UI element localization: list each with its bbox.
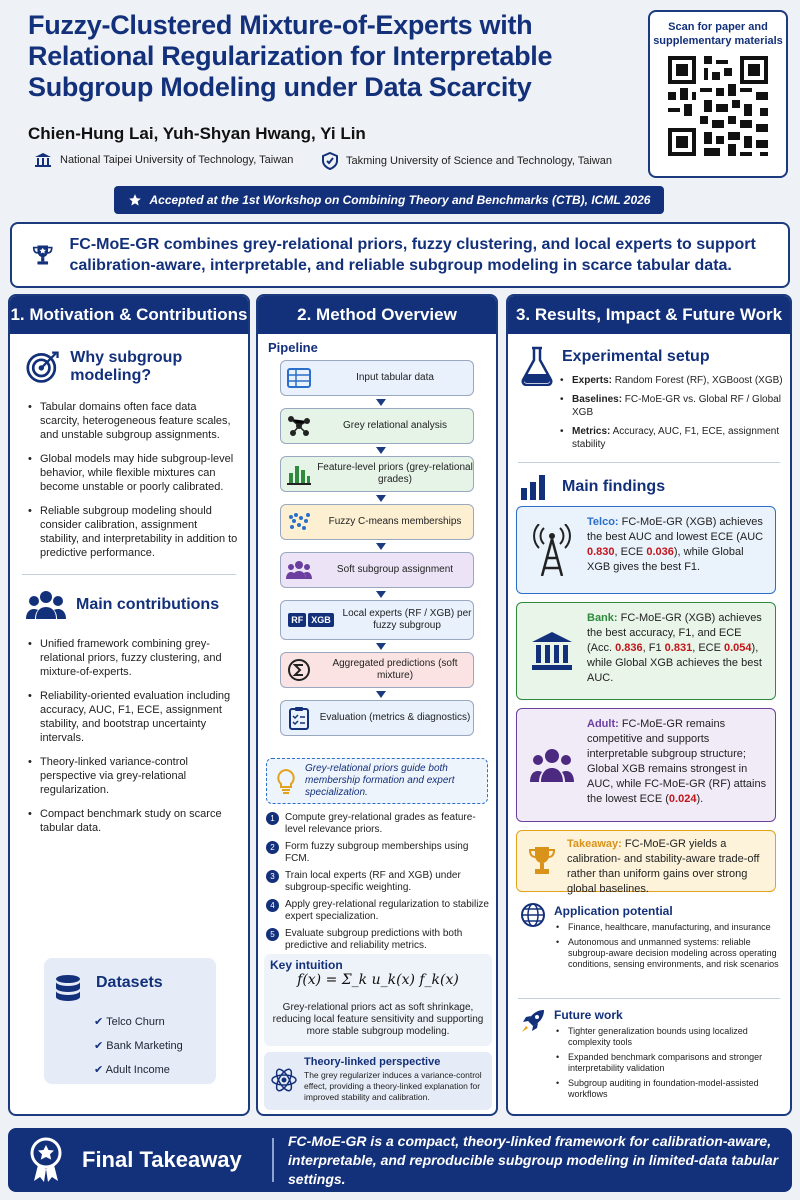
takeaway-text — [567, 831, 775, 895]
step-label: Local experts (RF / XGB) per fuzzy subgroup — [342, 608, 472, 631]
globe-icon — [520, 902, 546, 928]
dataset-label: Adult Income — [105, 1064, 170, 1076]
step-label: Input tabular data — [356, 372, 434, 383]
list-item: • Global models may hide subgroup-level behavior, while flexible mixtures can become unstable or poorly calibrated. — [26, 452, 238, 494]
list-item: • Reliability-oriented evaluation including accuracy, AUC, F1, ECE, assignment stability, and bootstrap uncertainty intervals. — [26, 689, 238, 745]
network-icon — [287, 415, 311, 437]
theory-text: The grey regularizer induces a variance-control effect, providing a theory-linked explanation for improved stability and calibration. — [304, 1070, 482, 1102]
flow-arrow — [376, 543, 386, 550]
takeaway-label: Takeaway: — [567, 838, 622, 850]
setup-list — [558, 374, 784, 461]
bank-icon — [531, 631, 573, 671]
flask-icon — [520, 346, 554, 386]
dataset-label: Bank Marketing — [106, 1040, 183, 1052]
numbered-item: 5 Evaluate subgroup predictions with both predictive and reliability metrics. — [266, 928, 490, 952]
setup-value: Random Forest (RF), XGBoost (XGB) — [612, 375, 783, 386]
result-text: ). — [696, 793, 704, 805]
lightbulb-icon — [271, 766, 301, 796]
numbered-text: Apply grey-relational regularization to stabilize expert specialization. — [285, 899, 489, 922]
result-text: FC-MoE-GR (XGB) achieves the best accuracy, F1, and ECE (Acc. — [587, 612, 762, 654]
acceptance-banner — [114, 186, 664, 214]
app-title: Application potential — [554, 904, 673, 918]
flow-arrow — [376, 691, 386, 698]
atom-icon — [270, 1066, 298, 1094]
affiliation-2-text: Takming University of Science and Technology, Taiwan — [346, 155, 612, 167]
column-method — [256, 294, 498, 1116]
sigma-icon — [287, 658, 311, 682]
datasets-list — [94, 1010, 183, 1082]
footer-title: Final Takeaway — [82, 1147, 242, 1172]
final-takeaway-bar — [8, 1128, 792, 1192]
flow-arrow — [376, 447, 386, 454]
pipeline-step-priors — [280, 456, 474, 492]
affiliation-1 — [34, 152, 293, 168]
affiliation-1-text: National Taipei University of Technology, Taiwan — [60, 154, 294, 166]
result-text: FC-MoE-GR (XGB) achieves the best AUC and lowest ECE (AUC — [587, 516, 764, 543]
flow-arrow — [376, 495, 386, 502]
column-3-heading: 3. Results, Impact & Future Work — [508, 296, 790, 334]
footer-text: FC-MoE-GR is a compact, theory-linked framework for calibration-aware, interpretable, and reproducible subgroup modeling in limited-data tabular settings. — [288, 1132, 779, 1187]
list-item: • Theory-linked variance-control perspective via grey-relational regularization. — [26, 755, 238, 797]
numbered-text: Compute grey-relational grades as feature-level relevance priors. — [285, 812, 476, 835]
result-name: Bank: — [587, 612, 618, 624]
list-item: • Finance, healthcare, manufacturing, and insurance — [554, 922, 784, 933]
pipeline-step-eval — [280, 700, 474, 736]
qr-code[interactable] — [668, 56, 768, 156]
pipeline-label: Pipeline — [268, 340, 318, 355]
step-label: Grey relational analysis — [343, 420, 447, 431]
bar-chart-icon — [287, 463, 311, 485]
numbered-item: 3 Train local experts (RF and XGB) under subgroup-specific weighting. — [266, 870, 490, 894]
result-value: 0.830 — [587, 546, 615, 558]
findings-title: Main findings — [562, 478, 666, 495]
list-item: • Tabular domains often face data scarcity, heterogeneous feature scales, and unstable subgroup assignments. — [26, 400, 238, 442]
result-text: ), while Global XGB gives the best F1. — [587, 546, 744, 573]
column-motivation — [8, 294, 250, 1116]
qr-caption: Scan for paper and supplementary materials — [653, 21, 783, 47]
list-item — [558, 425, 784, 451]
step-label: Fuzzy C-means memberships — [328, 516, 462, 527]
setup-key: Baselines: — [572, 394, 623, 405]
flow-arrow — [376, 591, 386, 598]
setup-value: Accuracy, AUC, F1, ECE, assignment stability — [572, 426, 780, 450]
people-icon — [530, 748, 574, 782]
result-text: , ECE — [614, 546, 647, 558]
why-list — [26, 400, 238, 560]
datasets-title: Datasets — [96, 974, 163, 991]
step-label: Feature-level priors (grey-relational grades) — [317, 462, 473, 485]
result-name: Adult: — [587, 718, 619, 730]
result-value: 0.054 — [724, 642, 752, 654]
list-item — [558, 393, 784, 419]
column-results — [506, 294, 792, 1116]
result-text: FC-MoE-GR remains competitive and supports interpretable subgroup structure; Global XGB remains strongest in AUC, while FC-MoE-GR (RF) attains the lowest ECE ( — [587, 718, 767, 805]
pipeline-step-experts — [280, 600, 474, 640]
result-value: 0.024 — [668, 793, 697, 805]
step-label: Soft subgroup assignment — [336, 564, 454, 575]
university-icon — [34, 152, 52, 168]
dataset-item: ✔ Adult Income — [94, 1064, 170, 1076]
result-value: 0.036 — [646, 546, 674, 558]
adult-text — [587, 709, 775, 821]
bank-text — [587, 603, 775, 699]
step-label: Aggregated predictions (soft mixture) — [332, 658, 458, 681]
intuition-text: Grey-relational priors act as soft shrinkage, reducing local feature sensitivity and supporting more stable subgroup modeling. — [272, 1002, 484, 1037]
theory-title: Theory-linked perspective — [304, 1056, 441, 1068]
future-title: Future work — [554, 1008, 623, 1022]
acceptance-text: Accepted at the 1st Workshop on Combining Theory and Benchmarks (CTB), ICML 2026 — [149, 193, 651, 207]
team-icon — [26, 589, 66, 621]
note-box — [266, 758, 488, 804]
result-bank — [516, 602, 776, 700]
pipeline-step-fcm — [280, 504, 474, 540]
dataset-label: Telco Churn — [106, 1016, 165, 1028]
result-text: , ECE — [692, 642, 724, 654]
setup-value: FC-MoE-GR vs. Global RF / Global XGB — [572, 394, 781, 418]
authors: Chien-Hung Lai, Yuh-Shyan Hwang, Yi Lin — [28, 124, 366, 143]
setup-key: Metrics: — [572, 426, 611, 437]
numbered-text: Train local experts (RF and XGB) under subgroup-specific weighting. — [285, 870, 461, 893]
takeaway-body: FC-MoE-GR yields a calibration- and stability-aware trade-off rather than uniform gains over strong global baselines. — [567, 838, 760, 895]
pipeline-step-assign — [280, 552, 474, 588]
table-icon — [287, 368, 311, 388]
future-list — [554, 1026, 784, 1110]
flow-arrow — [376, 399, 386, 406]
telco-text — [587, 507, 775, 593]
target-icon — [26, 348, 60, 386]
intuition-box — [264, 954, 492, 1046]
formula: f(x) = Σ_k u_k(x) f_k(x) — [297, 972, 459, 988]
result-name: Telco: — [587, 516, 619, 528]
poster-title: Fuzzy-Clustered Mixture-of-Experts with Relational Regularization for Interpretable Subgroup Modeling under Data Scarcity — [28, 10, 553, 102]
footer-divider — [272, 1138, 274, 1182]
dataset-item: ✔ Bank Marketing — [94, 1040, 183, 1052]
checklist-icon — [289, 706, 309, 730]
pipeline-step-aggregate — [280, 652, 474, 688]
summary-text: FC-MoE-GR combines grey-relational priors, fuzzy clustering, and local experts to support calibration-aware, interpretable, and reliable subgroup modeling in scarce tabular data. — [69, 236, 756, 274]
datasets-box — [44, 958, 216, 1084]
tower-icon — [532, 524, 572, 576]
note-text: Grey-relational priors guide both membership formation and expert specialization. — [305, 763, 455, 798]
result-adult — [516, 708, 776, 822]
dataset-item: ✔ Telco Churn — [94, 1016, 165, 1028]
award-icon — [28, 1137, 64, 1183]
xgb-tag: XGB — [308, 613, 334, 627]
star-icon — [128, 193, 142, 207]
bar-chart-icon — [520, 472, 550, 500]
list-item: • Autonomous and unmanned systems: reliable subgroup-aware decision modeling across operating conditions, sensing environments, and risk scenarios — [554, 937, 784, 970]
contributions-title: Main contributions — [76, 596, 220, 613]
result-text: , F1 — [642, 642, 665, 654]
numbered-text: Form fuzzy subgroup memberships using FCM. — [285, 841, 469, 864]
list-item — [558, 374, 784, 387]
setup-key: Experts: — [572, 375, 613, 386]
database-icon — [54, 974, 82, 1006]
list-item: • Subgroup auditing in foundation-model-assisted workflows — [554, 1078, 784, 1100]
pipeline-step-gra — [280, 408, 474, 444]
flow-arrow — [376, 643, 386, 650]
trophy-icon — [30, 231, 55, 279]
numbered-item: 4 Apply grey-relational regularization to stabilize expert specialization. — [266, 899, 490, 923]
column-1-heading: 1. Motivation & Contributions — [10, 296, 248, 334]
theory-box — [264, 1052, 492, 1110]
list-item: • Unified framework combining grey-relational priors, fuzzy clustering, and mixture-of-experts. — [26, 637, 238, 679]
column-2-heading: 2. Method Overview — [258, 296, 496, 334]
scatter-icon — [287, 512, 311, 532]
list-item: • Reliable subgroup modeling should consider calibration, assignment stability, and interpretability in addition to predictive performance. — [26, 504, 238, 560]
pipeline-step-input — [280, 360, 474, 396]
numbered-item: 2 Form fuzzy subgroup memberships using FCM. — [266, 841, 490, 865]
result-text: ), while Global XGB achieves the best AUC. — [587, 642, 762, 684]
result-value: 0.831 — [664, 642, 693, 654]
shield-icon — [322, 152, 338, 170]
setup-title: Experimental setup — [562, 348, 710, 365]
contributions-heading — [26, 589, 248, 621]
numbered-item: 1 Compute grey-relational grades as feature-level relevance priors. — [266, 812, 490, 836]
list-item: • Expanded benchmark comparisons and stronger interpretability validation — [554, 1052, 784, 1074]
app-list — [554, 922, 784, 980]
result-value: 0.836 — [615, 642, 643, 654]
numbered-steps — [266, 812, 490, 952]
numbered-text: Evaluate subgroup predictions with both predictive and reliability metrics. — [285, 928, 463, 951]
why-heading — [26, 348, 248, 386]
group-icon — [286, 560, 312, 580]
trophy-icon — [527, 845, 557, 877]
list-item: • Compact benchmark study on scarce tabular data. — [26, 807, 238, 835]
summary-box — [10, 222, 790, 288]
takeaway-box — [516, 830, 776, 895]
qr-panel — [648, 10, 788, 178]
rf-tag: RF — [288, 613, 306, 627]
result-telco — [516, 506, 776, 594]
contributions-list — [26, 637, 238, 835]
affiliation-2 — [322, 152, 612, 170]
rocket-icon — [520, 1008, 546, 1034]
list-item: • Tighter generalization bounds using localized complexity tools — [554, 1026, 784, 1048]
step-label: Evaluation (metrics & diagnostics) — [319, 712, 471, 723]
why-title: Why subgroup modeling? — [70, 349, 183, 384]
intuition-title: Key intuition — [270, 958, 343, 972]
